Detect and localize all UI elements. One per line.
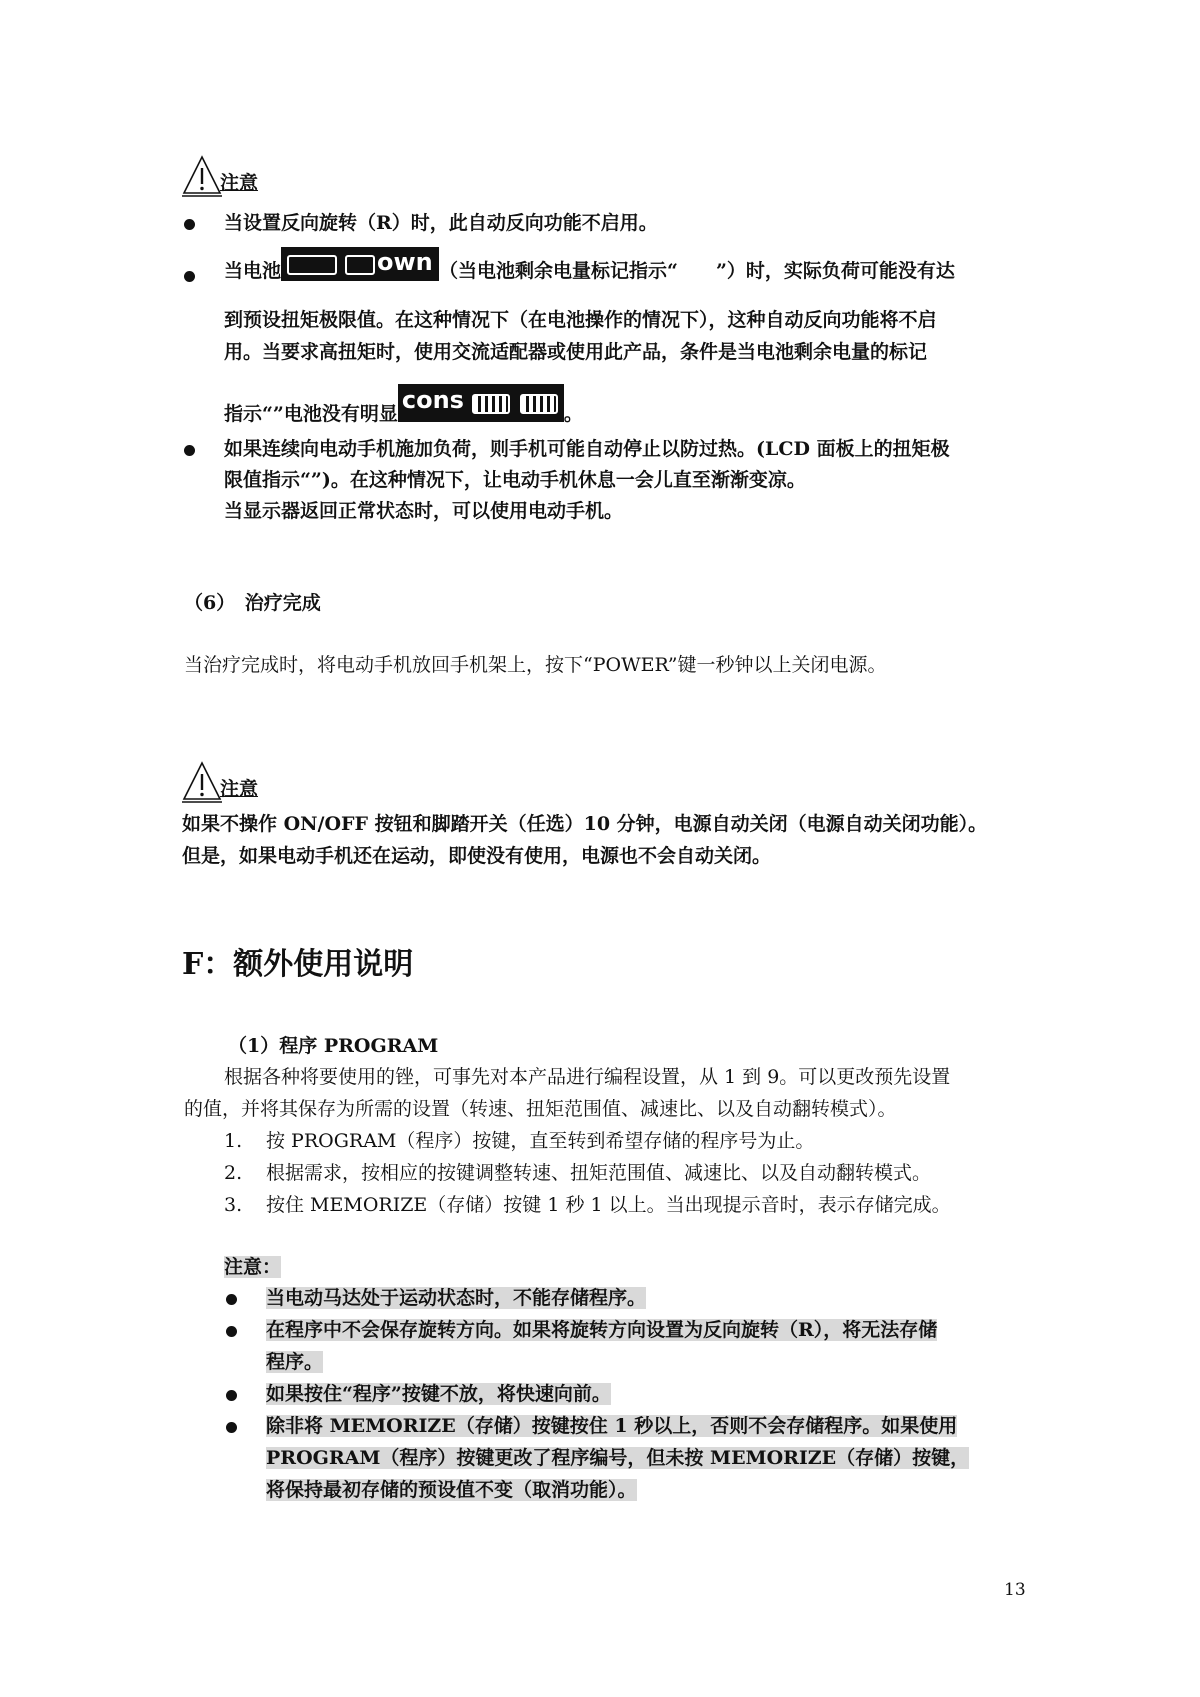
- warning-heading: [182, 155, 258, 197]
- warning-text: 当设置反向旋转（R）时，此自动反向功能不启用。: [224, 212, 658, 234]
- warning-triangle-icon: [182, 761, 222, 803]
- warning-text-line: [224, 386, 583, 434]
- warning-text: 当显示器返回正常状态时，可以使用电动手机。: [224, 500, 624, 522]
- note-text: 当电动马达处于运动状态时，不能存储程序。: [266, 1287, 647, 1309]
- note-text: 程序。: [266, 1351, 324, 1373]
- warning-text: 如果连续向电动手机施加负荷，则手机可能自动停止以防过热。(LCD 面板上的扭矩极: [224, 438, 950, 460]
- battery-cell-icon: [287, 255, 337, 275]
- warning-text: 到预设扭矩极限值。在这种情况下（在电池操作的情况下），这种自动反向功能将不启: [224, 309, 937, 331]
- bullet-icon: [226, 1294, 237, 1305]
- note-text: PROGRAM（程序）按键更改了程序编号，但未按 MEMORIZE（存储）按键，: [266, 1447, 970, 1469]
- step-text: 按 PROGRAM（程序）按键，直至转到希望存储的程序号为止。: [266, 1130, 815, 1152]
- step-text: 根据需求，按相应的按键调整转速、扭矩范围值、减速比、以及自动翻转模式。: [266, 1162, 932, 1184]
- battery-cell-icon: [345, 255, 375, 275]
- bullet-icon: [226, 1422, 237, 1433]
- note-text: 将保持最初存储的预设值不变（取消功能）。: [266, 1479, 637, 1501]
- bullet-icon: [184, 271, 195, 282]
- page-number: 13: [1004, 1580, 1026, 1600]
- lcd-cons-display: [398, 384, 564, 422]
- note-text: 在程序中不会保存旋转方向。如果将旋转方向设置为反向旋转（R），将无法存储: [266, 1319, 938, 1341]
- warning-text: 如果不操作 ON/OFF 按钮和脚踏开关（任选）10 分钟，电源自动关闭（电源自动关闭功能）。: [182, 813, 988, 835]
- note-label: 注意：: [224, 1256, 282, 1278]
- battery-level-icon: [520, 394, 558, 414]
- section-heading: （6） 治疗完成: [184, 592, 321, 614]
- warning-label: 注意: [220, 778, 259, 800]
- subsection-heading: （1）程序 PROGRAM: [228, 1035, 439, 1057]
- battery-text-post: （当电池剩余电量标记指示“ ”）时，实际负荷可能没有达: [439, 260, 955, 282]
- section-title: F：额外使用说明: [182, 947, 414, 982]
- note-text: 如果按住“程序”按键不放，将快速向前。: [266, 1383, 611, 1405]
- step-text: 按住 MEMORIZE（存储）按键 1 秒 1 以上。当出现提示音时，表示存储完成。: [266, 1194, 951, 1216]
- lcd-text: own: [377, 248, 433, 276]
- section-text: 当治疗完成时，将电动手机放回手机架上，按下“POWER”键一秒钟以上关闭电源。: [184, 654, 887, 676]
- bullet-icon: [184, 219, 195, 230]
- warning-text: 限值指示“”)。在这种情况下，让电动手机休息一会儿直至渐渐变凉。: [224, 469, 806, 491]
- warning-text: 但是，如果电动手机还在运动，即使没有使用，电源也不会自动关闭。: [182, 845, 772, 867]
- step-number: 3.: [224, 1194, 243, 1216]
- warning-triangle-icon: [182, 155, 222, 197]
- warning-text-line: [224, 248, 955, 289]
- warning-text: 用。当要求高扭矩时，使用交流适配器或使用此产品，条件是当电池剩余电量的标记: [224, 341, 928, 363]
- indicator-text-pre: 指示“”电池没有明显: [224, 403, 398, 425]
- step-number: 1.: [224, 1130, 243, 1152]
- bullet-icon: [226, 1390, 237, 1401]
- bullet-icon: [184, 445, 195, 456]
- warning-label: 注意: [220, 172, 259, 194]
- paragraph-line: 根据各种将要使用的锉，可事先对本产品进行编程设置，从 1 到 9。可以更改预先设置: [224, 1066, 951, 1088]
- battery-level-icon: [472, 394, 510, 414]
- lcd-text: cons: [401, 386, 464, 414]
- paragraph-line: 的值，并将其保存为所需的设置（转速、扭矩范围值、减速比、以及自动翻转模式）。: [184, 1098, 897, 1120]
- battery-text-pre: 当电池: [224, 260, 282, 282]
- note-text: 除非将 MEMORIZE（存储）按键按住 1 秒以上，否则不会存储程序。如果使用: [266, 1415, 958, 1437]
- bullet-icon: [226, 1326, 237, 1337]
- step-number: 2.: [224, 1162, 243, 1184]
- lcd-battery-display: [281, 247, 439, 281]
- indicator-text-post: 。: [563, 403, 583, 425]
- warning-heading: [182, 761, 258, 803]
